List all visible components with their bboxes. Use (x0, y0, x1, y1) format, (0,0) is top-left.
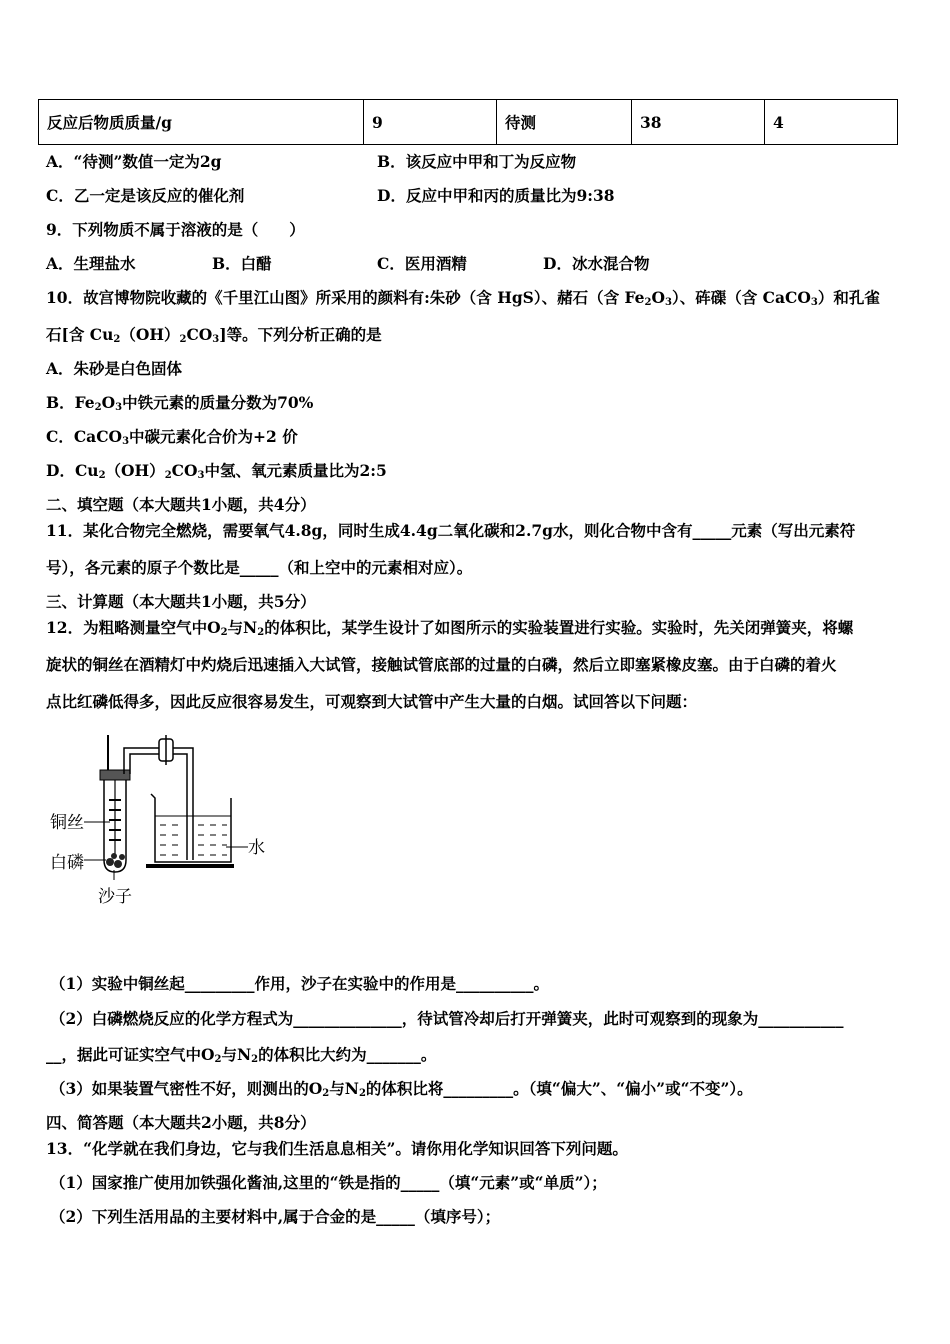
connecting-tube (124, 748, 193, 860)
q9-option-c: C．医用酒精 (377, 254, 467, 273)
phosphorus-grain (119, 854, 125, 860)
q12-line2: 旋状的铜丝在酒精灯中灼烧后迅速插入大试管，接触试管底部的过量的白磷，然后立即塞紧橡皮塞。由于白磷的着火 (46, 655, 837, 674)
q13-stem: 13．“化学就在我们身边，它与我们生活息息相关”。请你用化学知识回答下列问题。 (46, 1139, 628, 1158)
connecting-tube-inner (130, 754, 187, 860)
beaker (151, 794, 231, 862)
q8-option-c: C．乙一定是该反应的催化剂 (46, 186, 245, 205)
q10-stem-line2: 石[含 $Cu_2(OH)_2CO_3$]等。下列分析正确的是 (46, 325, 382, 345)
q9-option-b: B．白醋 (212, 254, 272, 273)
q10-stem-line1: 10．故宫博物院收藏的《千里江山图》所采用的颜料有:朱砂（含 HgS）、赭石（含 $Fe_2O_3$）、砗磲（含 CaCO$_3$）和孔雀 (46, 288, 880, 308)
apparatus-diagram (48, 730, 278, 915)
table-base (146, 864, 234, 868)
q8-option-a: A．“待测”数值一定为2g (46, 152, 222, 171)
phosphorus-grain (114, 860, 122, 868)
q12-part1: （1）实验中铜丝起_________作用，沙子在实验中的作用是__________。 (50, 974, 550, 993)
q13-part1: （1）国家推广使用加铁强化酱油,这里的“铁是指的_____（填“元素”或“单质”）； (50, 1173, 607, 1192)
q11-line1: 11．某化合物完全燃烧，需要氧气4.8g，同时生成4.4g二氧化碳和2.7g水，则化合物中含有_____元素（写出元素符 (46, 521, 856, 540)
sand-label: 沙子 (98, 887, 132, 907)
q12-part2-line1: （2）白磷燃烧反应的化学方程式为______________，待试管冷却后打开弹簧夹，此时可观察到的现象为___________ (50, 1009, 844, 1028)
q10-option-a: A．朱砂是白色固体 (46, 359, 183, 378)
table-cell: 4 (765, 100, 898, 145)
water-label: 水 (248, 838, 265, 858)
table-cell: 9 (364, 100, 497, 145)
q9-option-d: D．冰水混合物 (543, 254, 650, 273)
q12-line3: 点比红磷低得多，因此反应很容易发生，可观察到大试管中产生大量的白烟。试回答以下问题： (46, 692, 698, 711)
q10-option-b: B．$Fe_2O_3$中铁元素的质量分数为70% (46, 393, 314, 413)
table-row (39, 100, 898, 145)
mass-table (38, 99, 898, 145)
q12-line1: 12．为粗略测量空气中$O_2$与$N_2$的体积比，某学生设计了如图所示的实验装置进行实验。实验时，先关闭弹簧夹，将螺 (46, 618, 854, 638)
q8-option-b: B．该反应中甲和丁为反应物 (377, 152, 577, 171)
q10-option-d: D．$Cu_2(OH)_2CO_3$中氢、氧元素质量比为2:5 (46, 461, 387, 481)
q13-part2: （2）下列生活用品的主要材料中,属于合金的是_____（填序号）； (50, 1207, 501, 1226)
section-3-heading: 三、计算题（本大题共1小题，共5分） (46, 592, 316, 611)
table-cell: 反应后物质质量/g (39, 100, 364, 145)
q9-stem: 9．下列物质不属于溶液的是（ ） (46, 220, 305, 239)
q8-option-d: D．反应中甲和丙的质量比为9:38 (377, 186, 615, 205)
q11-line2: 号），各元素的原子个数比是_____（和上空中的元素相对应）。 (46, 558, 473, 577)
section-4-heading: 四、简答题（本大题共2小题，共8分） (46, 1113, 316, 1132)
q12-part3: （3）如果装置气密性不好，则测出的$O_2$与$N_2$的体积比将_________。（填“偏大”、“偏小”或“不变”）。 (50, 1079, 753, 1099)
phosphorus-label: 白磷 (50, 853, 84, 873)
phosphorus-grain (106, 858, 114, 866)
q10-option-c: C．CaCO$_3$中碳元素化合价为+2 价 (46, 427, 298, 447)
rubber-stopper (100, 770, 130, 780)
q9-option-a: A．生理盐水 (46, 254, 136, 273)
phosphorus-grain (111, 853, 117, 859)
table-cell: 38 (632, 100, 765, 145)
section-2-heading: 二、填空题（本大题共1小题，共4分） (46, 495, 316, 514)
copper-label: 铜丝 (50, 813, 84, 833)
table-cell: 待测 (497, 100, 632, 145)
q12-part2-line2: __，据此可证实空气中$O_2$与$N_2$的体积比大约为_______。 (46, 1045, 437, 1065)
